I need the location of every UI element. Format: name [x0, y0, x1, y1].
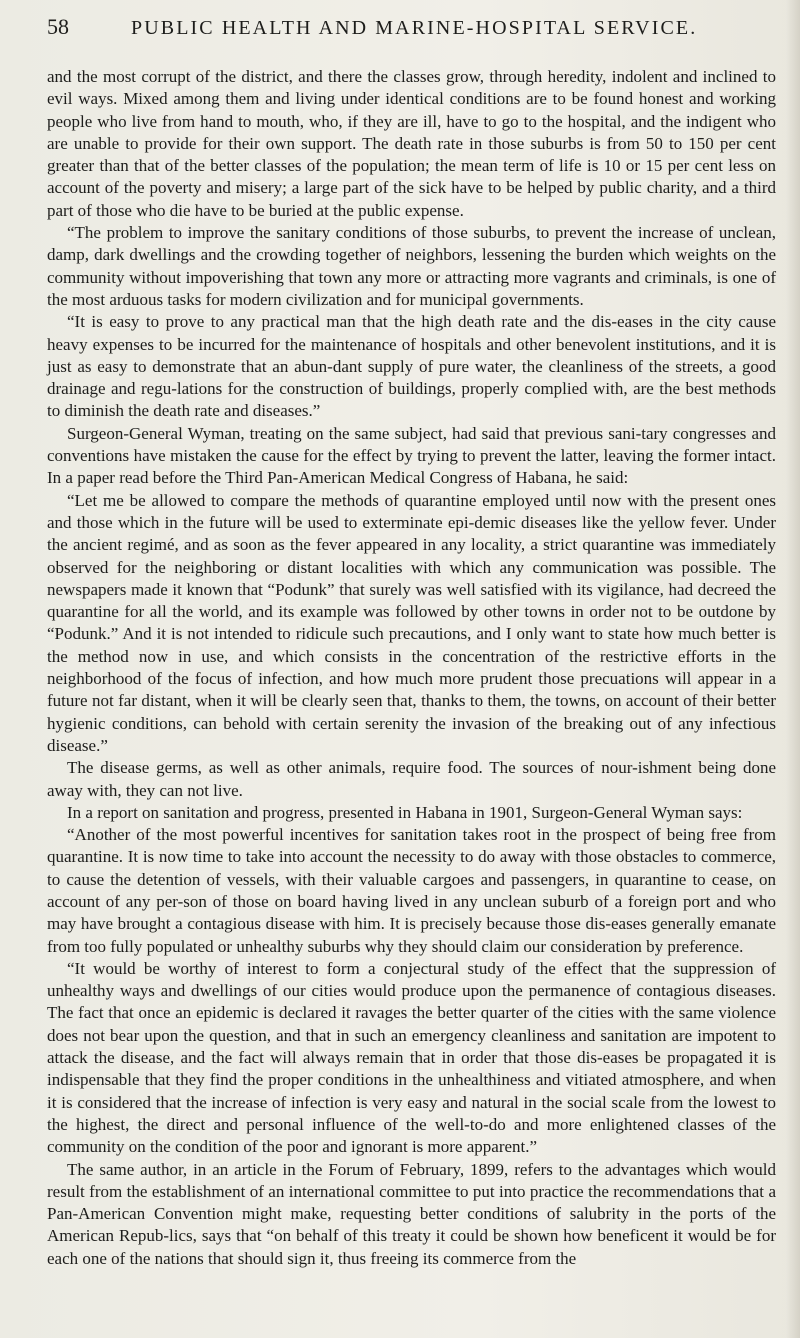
paragraph-continued: and the most corrupt of the district, and there the classes grow, through heredity, indolent and inclined to evil ways. Mixed among them and living under identical conditions are to be found honest and working people who live from hand to mouth, who, if they are ill, have to go to the hospital, and the indigent who are unable to provide for their own support. The death rate in those suburbs is from 50 to 150 per cent greater than that of the better classes of the population; the mean term of life is 10 or 15 per cent less on account of the poverty and misery; a large part of the sick have to be helped by public charity, and a third part of those who die have to be buried at the public expense. — [47, 67, 776, 220]
paragraph-quote-conjectural-study: “It would be worthy of interest to form a conjectural study of the effect that the suppression of unhealthy ways and dwellings of our cities would produce upon the permanence of contagious diseases. The fact that once an epidemic is declared it ravages the better quarter of the cities with the same violence does not bear upon the question, and that in such an emergency cleanliness and sanitation are impotent to attack the disease, and the fact will always remain that in order that those dis-eases be propagated it is indispensable that they find the proper conditions in the unhealthiness and vitiated atmosphere, and when it is considered that the increase of infection is very easy and natural in the social scale from the lowest to the highest, the direct and personal influence of the well-to-do and more enlightened classes of the community on the condition of the poor and ignorant is more apparent.” — [47, 958, 776, 1157]
page-number: 58 — [47, 14, 69, 39]
paragraph-quote-death-rate: “It is easy to prove to any practical man that the high death rate and the dis-eases in the city cause heavy expenses to be incurred for the maintenance of hospitals and other benevolent institutions, and it is just as easy to demonstrate that an abun-dant supply of pure water, the cleanliness of the streets, a good drainage and regu-lations for the construction of buildings, properly complied with, are the best methods to diminish the death rate and diseases.” — [47, 312, 776, 421]
paragraph-surgeon-general-wyman: Surgeon-General Wyman, treating on the same subject, had said that previous sani-tary congresses and conventions have mistaken the cause for the effect by trying to prevent the latter, leaving the former intact. In a paper read before the Third Pan-American Medical Congress of Habana, he said: — [47, 423, 776, 488]
page-header — [47, 14, 776, 46]
page-edge-shadow — [786, 0, 800, 1338]
paragraph-disease-germs: The disease germs, as well as other animals, require food. The sources of nour-ishment being done away with, they can not live. — [47, 758, 776, 800]
body-text — [47, 66, 776, 1270]
paragraph-habana-report: In a report on sanitation and progress, presented in Habana in 1901, Surgeon-General Wyman says: — [67, 802, 743, 822]
paragraph-quote-suburbs-problem: “The problem to improve the sanitary conditions of those suburbs, to prevent the increase of unclean, damp, dark dwellings and the crowding together of neighbors, lessening the burden which weights on the community without impoverishing that town any more or attracting more vagrants and criminals, is one of the most arduous tasks for modern civilization and for municipal governments. — [47, 223, 776, 309]
paragraph-quote-incentives: “Another of the most powerful incentives for sanitation takes root in the prospect of being free from quarantine. It is now time to take into account the necessity to do away with those obstacles to commerce, to cause the detention of vessels, with their valuable cargoes and passengers, in quarantine to cease, on account of any per-son of those on board having lived in any unclean suburb of a foreign port and who may have brought a contagious disease with him. It is precisely because those dis-eases generally emanate from too fully populated or unhealthy suburbs why they should claim our consideration by preference. — [47, 825, 776, 956]
paragraph-quote-quarantine-methods: “Let me be allowed to compare the methods of quarantine employed until now with the present ones and those which in the future will be used to exterminate epi-demic diseases like the yellow fever. Under the ancient regimé, and as soon as the fever appeared in any locality, a strict quarantine was immediately observed for the neighboring or distant localities with which any communication was possible. The newspapers made it known that “Podunk” that surely was well satisfied with its vigilance, had decreed the quarantine for all the world, and its example was followed by other towns in order not to be outdone by “Podunk.” And it is not intended to ridicule such precautions, and I only want to state how much better is the method now in use, and which consists in the concentration of the restrictive efforts in the neighborhood of the focus of infection, and how much more prudent those precuations will appear in a future not far distant, when it will be clearly seen that, thanks to them, the towns, on account of their better hygienic conditions, can behold with certain serenity the invasion of the breaking out of any infectious disease.” — [47, 490, 776, 755]
running-head: PUBLIC HEALTH AND MARINE-HOSPITAL SERVICE. — [131, 17, 698, 39]
paragraph-forum-article: The same author, in an article in the Forum of February, 1899, refers to the advantages which would result from the establishment of an international committee to put into practice the recommendations that a Pan-American Convention might make, requesting better conditions of salubrity in the ports of the American Repub-lics, says that “on behalf of this treaty it could be shown how beneficent it would be for each one of the nations that should sign it, thus freeing its commerce from the — [47, 1159, 776, 1268]
